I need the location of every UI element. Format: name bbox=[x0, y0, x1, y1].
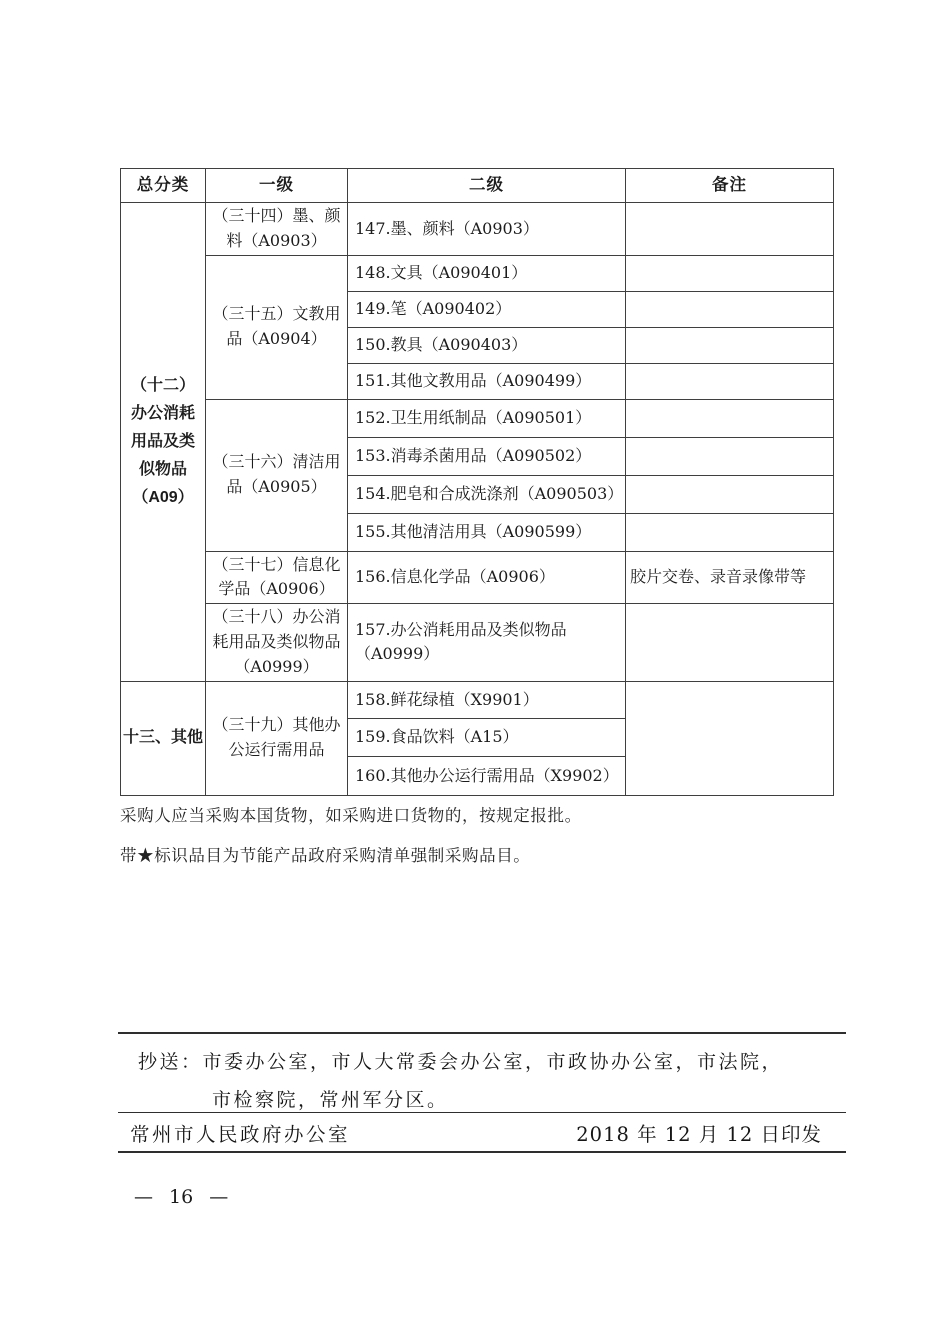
cell-item-151: 151.其他文教用品（A090499） bbox=[348, 363, 626, 399]
table-row bbox=[121, 399, 834, 437]
cell-primary-39: （三十九）其他办公运行需用品 bbox=[206, 681, 348, 795]
note-star-mark: 带★标识品目为节能产品政府采购清单强制采购品目。 bbox=[120, 846, 531, 865]
cell-item-150: 150.教具（A090403） bbox=[348, 327, 626, 363]
cell-item-147: 147.墨、颜料（A0903） bbox=[348, 203, 626, 256]
cell-remark-151 bbox=[626, 363, 834, 399]
table-row bbox=[121, 681, 834, 718]
cell-item-158: 158.鲜花绿植（X9901） bbox=[348, 681, 626, 718]
cell-remark-153 bbox=[626, 437, 834, 475]
cell-primary-35: （三十五）文教用品（A0904） bbox=[206, 255, 348, 399]
print-date: 2018 年 12 月 12 日印发 bbox=[576, 1123, 822, 1146]
cell-remark-149 bbox=[626, 291, 834, 327]
cell-item-155: 155.其他清洁用具（A090599） bbox=[348, 513, 626, 551]
footer-middle-rule bbox=[118, 1112, 846, 1113]
issuer-row bbox=[130, 1119, 822, 1147]
table-row bbox=[121, 255, 834, 291]
cell-remark-157 bbox=[626, 604, 834, 681]
cell-primary-37: （三十七）信息化学品（A0906） bbox=[206, 551, 348, 604]
cell-total-a09: （十二）办公消耗用品及类似物品（A09） bbox=[121, 203, 206, 682]
cc-block bbox=[138, 1043, 838, 1119]
cell-remark-155 bbox=[626, 513, 834, 551]
cell-remark-156: 胶片交卷、录音录像带等 bbox=[626, 551, 834, 604]
cell-remark-148 bbox=[626, 255, 834, 291]
table-row bbox=[121, 551, 834, 604]
page-number: — 16 — bbox=[134, 1186, 229, 1208]
cell-item-156: 156.信息化学品（A0906） bbox=[348, 551, 626, 604]
cell-item-157: 157.办公消耗用品及类似物品（A0999） bbox=[348, 604, 626, 681]
table-row bbox=[121, 203, 834, 256]
procurement-category-table-wrap bbox=[120, 168, 834, 796]
table-header-row bbox=[121, 169, 834, 203]
cell-item-154: 154.肥皂和合成洗涤剂（A090503） bbox=[348, 475, 626, 513]
procurement-category-table bbox=[120, 168, 834, 796]
cell-total-other: 十三、其他 bbox=[121, 681, 206, 795]
cell-item-149: 149.笔（A090402） bbox=[348, 291, 626, 327]
header-remark: 备注 bbox=[626, 169, 834, 203]
cell-item-159: 159.食品饮料（A15） bbox=[348, 718, 626, 756]
footer-top-rule bbox=[118, 1032, 846, 1034]
cell-remark-147 bbox=[626, 203, 834, 256]
table-row bbox=[121, 604, 834, 681]
cell-item-148: 148.文具（A090401） bbox=[348, 255, 626, 291]
header-total-category: 总分类 bbox=[121, 169, 206, 203]
cell-remark-158-160 bbox=[626, 681, 834, 795]
cell-primary-34: （三十四）墨、颜料（A0903） bbox=[206, 203, 348, 256]
cc-line-2: 市检察院，常州军分区。 bbox=[212, 1089, 449, 1111]
cell-remark-150 bbox=[626, 327, 834, 363]
note-domestic-goods: 采购人应当采购本国货物，如采购进口货物的，按规定报批。 bbox=[120, 806, 582, 825]
cell-item-160: 160.其他办公运行需用品（X9902） bbox=[348, 756, 626, 795]
cell-remark-154 bbox=[626, 475, 834, 513]
cell-primary-36: （三十六）清洁用品（A0905） bbox=[206, 399, 348, 551]
footer-bottom-rule bbox=[118, 1151, 846, 1153]
cell-primary-38: （三十八）办公消耗用品及类似物品（A0999） bbox=[206, 604, 348, 681]
cell-remark-152 bbox=[626, 399, 834, 437]
cell-item-152: 152.卫生用纸制品（A090501） bbox=[348, 399, 626, 437]
issuing-office: 常州市人民政府办公室 bbox=[130, 1123, 351, 1146]
header-secondary-level: 二级 bbox=[348, 169, 626, 203]
cc-line-1: 抄送：市委办公室，市人大常委会办公室，市政协办公室，市法院， bbox=[138, 1051, 784, 1073]
header-primary-level: 一级 bbox=[206, 169, 348, 203]
cell-item-153: 153.消毒杀菌用品（A090502） bbox=[348, 437, 626, 475]
